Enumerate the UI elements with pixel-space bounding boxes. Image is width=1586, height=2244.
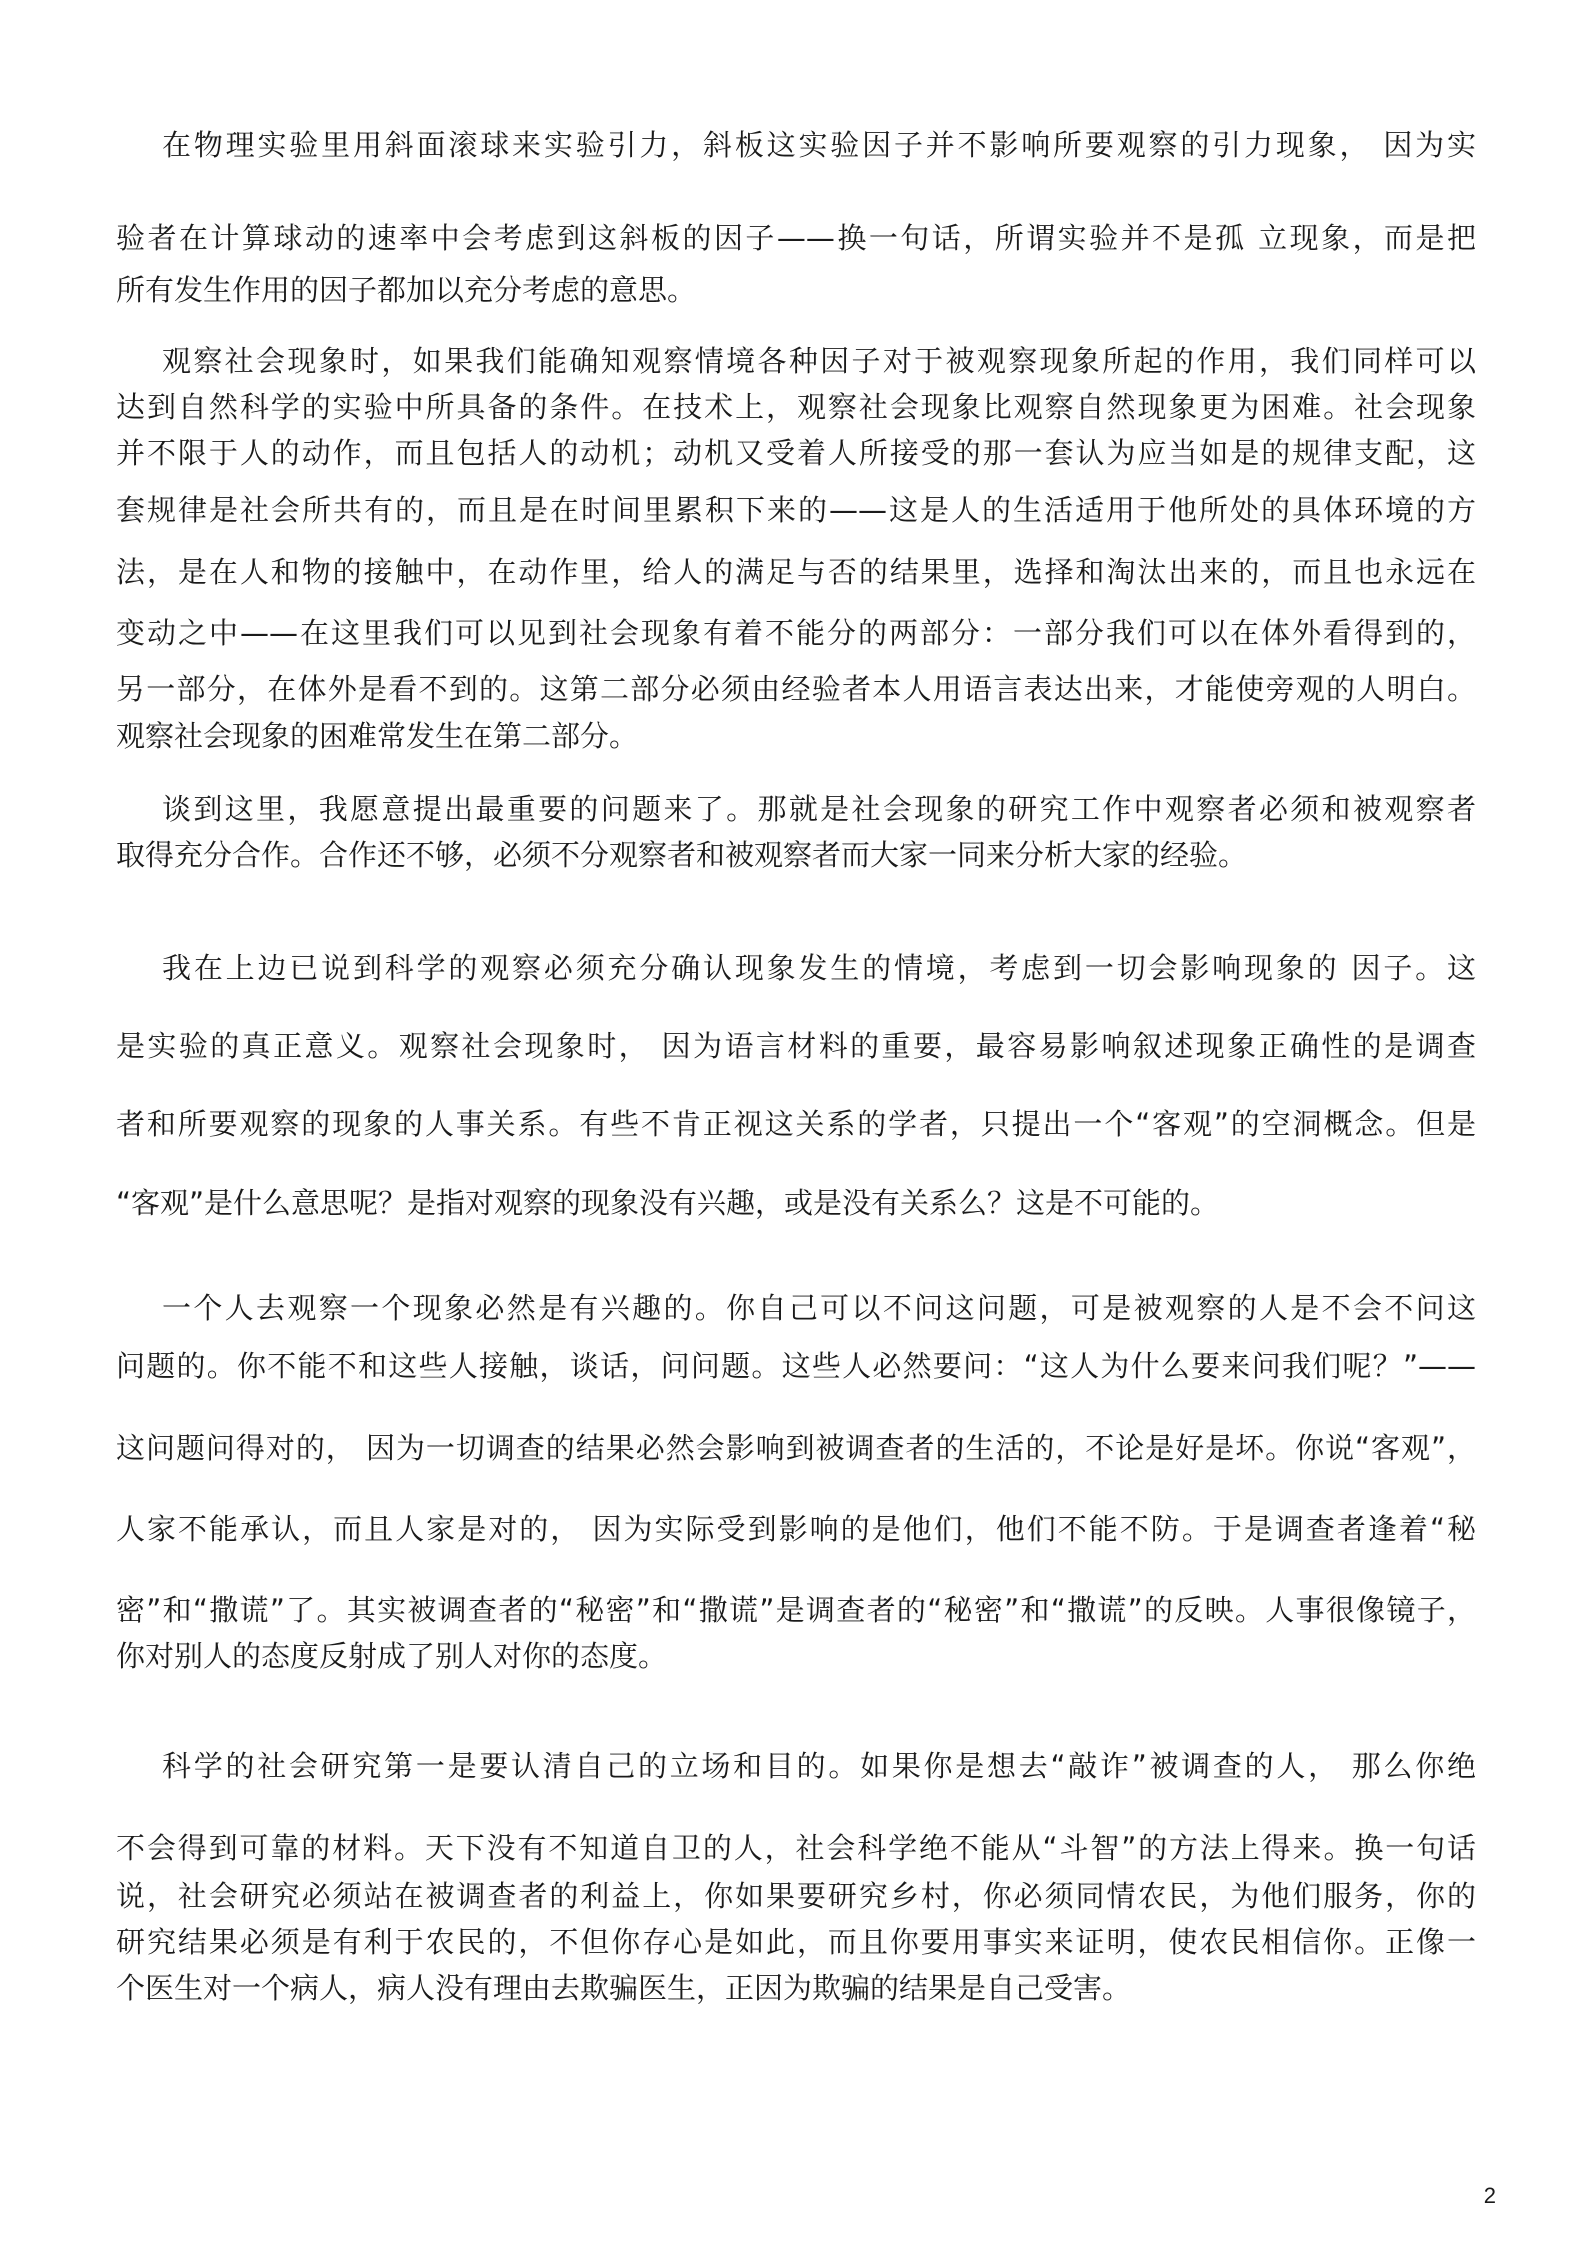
text-line: 说，社会研究必须站在被调查者的利益上，你如果要研究乡村，你必须同情农民，为他们服务，你的	[116, 1879, 1476, 1913]
page-number: 2	[1483, 2183, 1496, 2208]
text-line: 套规律是社会所共有的，而且是在时间里累积下来的——这是人的生活适用于他所处的具体环境的方	[116, 493, 1476, 527]
text-line: 变动之中——在这里我们可以见到社会现象有着不能分的两部分：一部分我们可以在体外看得到的，	[116, 616, 1476, 650]
text-line: 密”和“撒谎”了。其实被调查者的“秘密”和“撒谎”是调查者的“秘密”和“撒谎”的反映。人事很像镜子，	[116, 1593, 1476, 1627]
text-line: 在物理实验里用斜面滚球来实验引力，斜板这实验因子并不影响所要观察的引力现象， 因为实	[162, 128, 1476, 162]
text-line: 达到自然科学的实验中所具备的条件。在技术上，观察社会现象比观察自然现象更为困难。社会现象	[116, 390, 1476, 424]
text-line: 是实验的真正意义。观察社会现象时， 因为语言材料的重要，最容易影响叙述现象正确性的是调查	[116, 1029, 1476, 1063]
text-line: 研究结果必须是有利于农民的，不但你存心是如此，而且你要用事实来证明，使农民相信你。正像一	[116, 1925, 1476, 1959]
text-line: 个医生对一个病人，病人没有理由去欺骗医生，正因为欺骗的结果是自己受害。	[116, 1971, 1132, 2005]
text-line: 观察社会现象时，如果我们能确知观察情境各种因子对于被观察现象所起的作用，我们同样可以	[162, 344, 1476, 378]
text-line: 不会得到可靠的材料。天下没有不知道自卫的人，社会科学绝不能从“斗智”的方法上得来。换一句话	[116, 1831, 1476, 1865]
text-line: 验者在计算球动的速率中会考虑到这斜板的因子——换一句话，所谓实验并不是孤 立现象，而是把	[116, 221, 1476, 255]
text-line: 问题的。你不能不和这些人接触，谈话，问问题。这些人必然要问：“这人为什么要来问我们呢？”——	[116, 1349, 1476, 1383]
text-line: 观察社会现象的困难常发生在第二部分。	[116, 719, 639, 753]
text-line: 科学的社会研究第一是要认清自己的立场和目的。如果你是想去“敲诈”被调查的人， 那么你绝	[162, 1749, 1476, 1783]
text-line: 另一部分，在体外是看不到的。这第二部分必须由经验者本人用语言表达出来，才能使旁观的人明白。	[116, 672, 1476, 706]
text-line: 者和所要观察的现象的人事关系。有些不肯正视这关系的学者，只提出一个“客观”的空洞概念。但是	[116, 1107, 1476, 1141]
text-line: 你对别人的态度反射成了别人对你的态度。	[116, 1639, 668, 1673]
text-line: 一个人去观察一个现象必然是有兴趣的。你自己可以不问这问题，可是被观察的人是不会不问这	[162, 1291, 1476, 1325]
text-line: 谈到这里，我愿意提出最重要的问题来了。那就是社会现象的研究工作中观察者必须和被观察者	[162, 792, 1476, 826]
text-line: “客观”是什么意思呢？是指对观察的现象没有兴趣，或是没有关系么？这是不可能的。	[116, 1186, 1220, 1220]
text-line: 取得充分合作。合作还不够，必须不分观察者和被观察者而大家一同来分析大家的经验。	[116, 838, 1248, 872]
text-line: 并不限于人的动作，而且包括人的动机；动机又受着人所接受的那一套认为应当如是的规律支配，这	[116, 436, 1476, 470]
text-line: 人家不能承认，而且人家是对的， 因为实际受到影响的是他们，他们不能不防。于是调查者逢着“秘	[116, 1512, 1476, 1546]
text-line: 法，是在人和物的接触中，在动作里，给人的满足与否的结果里，选择和淘汰出来的，而且也永远在	[116, 555, 1476, 589]
text-line: 这问题问得对的， 因为一切调查的结果必然会影响到被调查者的生活的，不论是好是坏。你说“客观”，	[116, 1431, 1476, 1465]
text-line: 我在上边已说到科学的观察必须充分确认现象发生的情境，考虑到一切会影响现象的 因子。这	[162, 951, 1476, 985]
text-line: 所有发生作用的因子都加以充分考虑的意思。	[116, 273, 697, 307]
